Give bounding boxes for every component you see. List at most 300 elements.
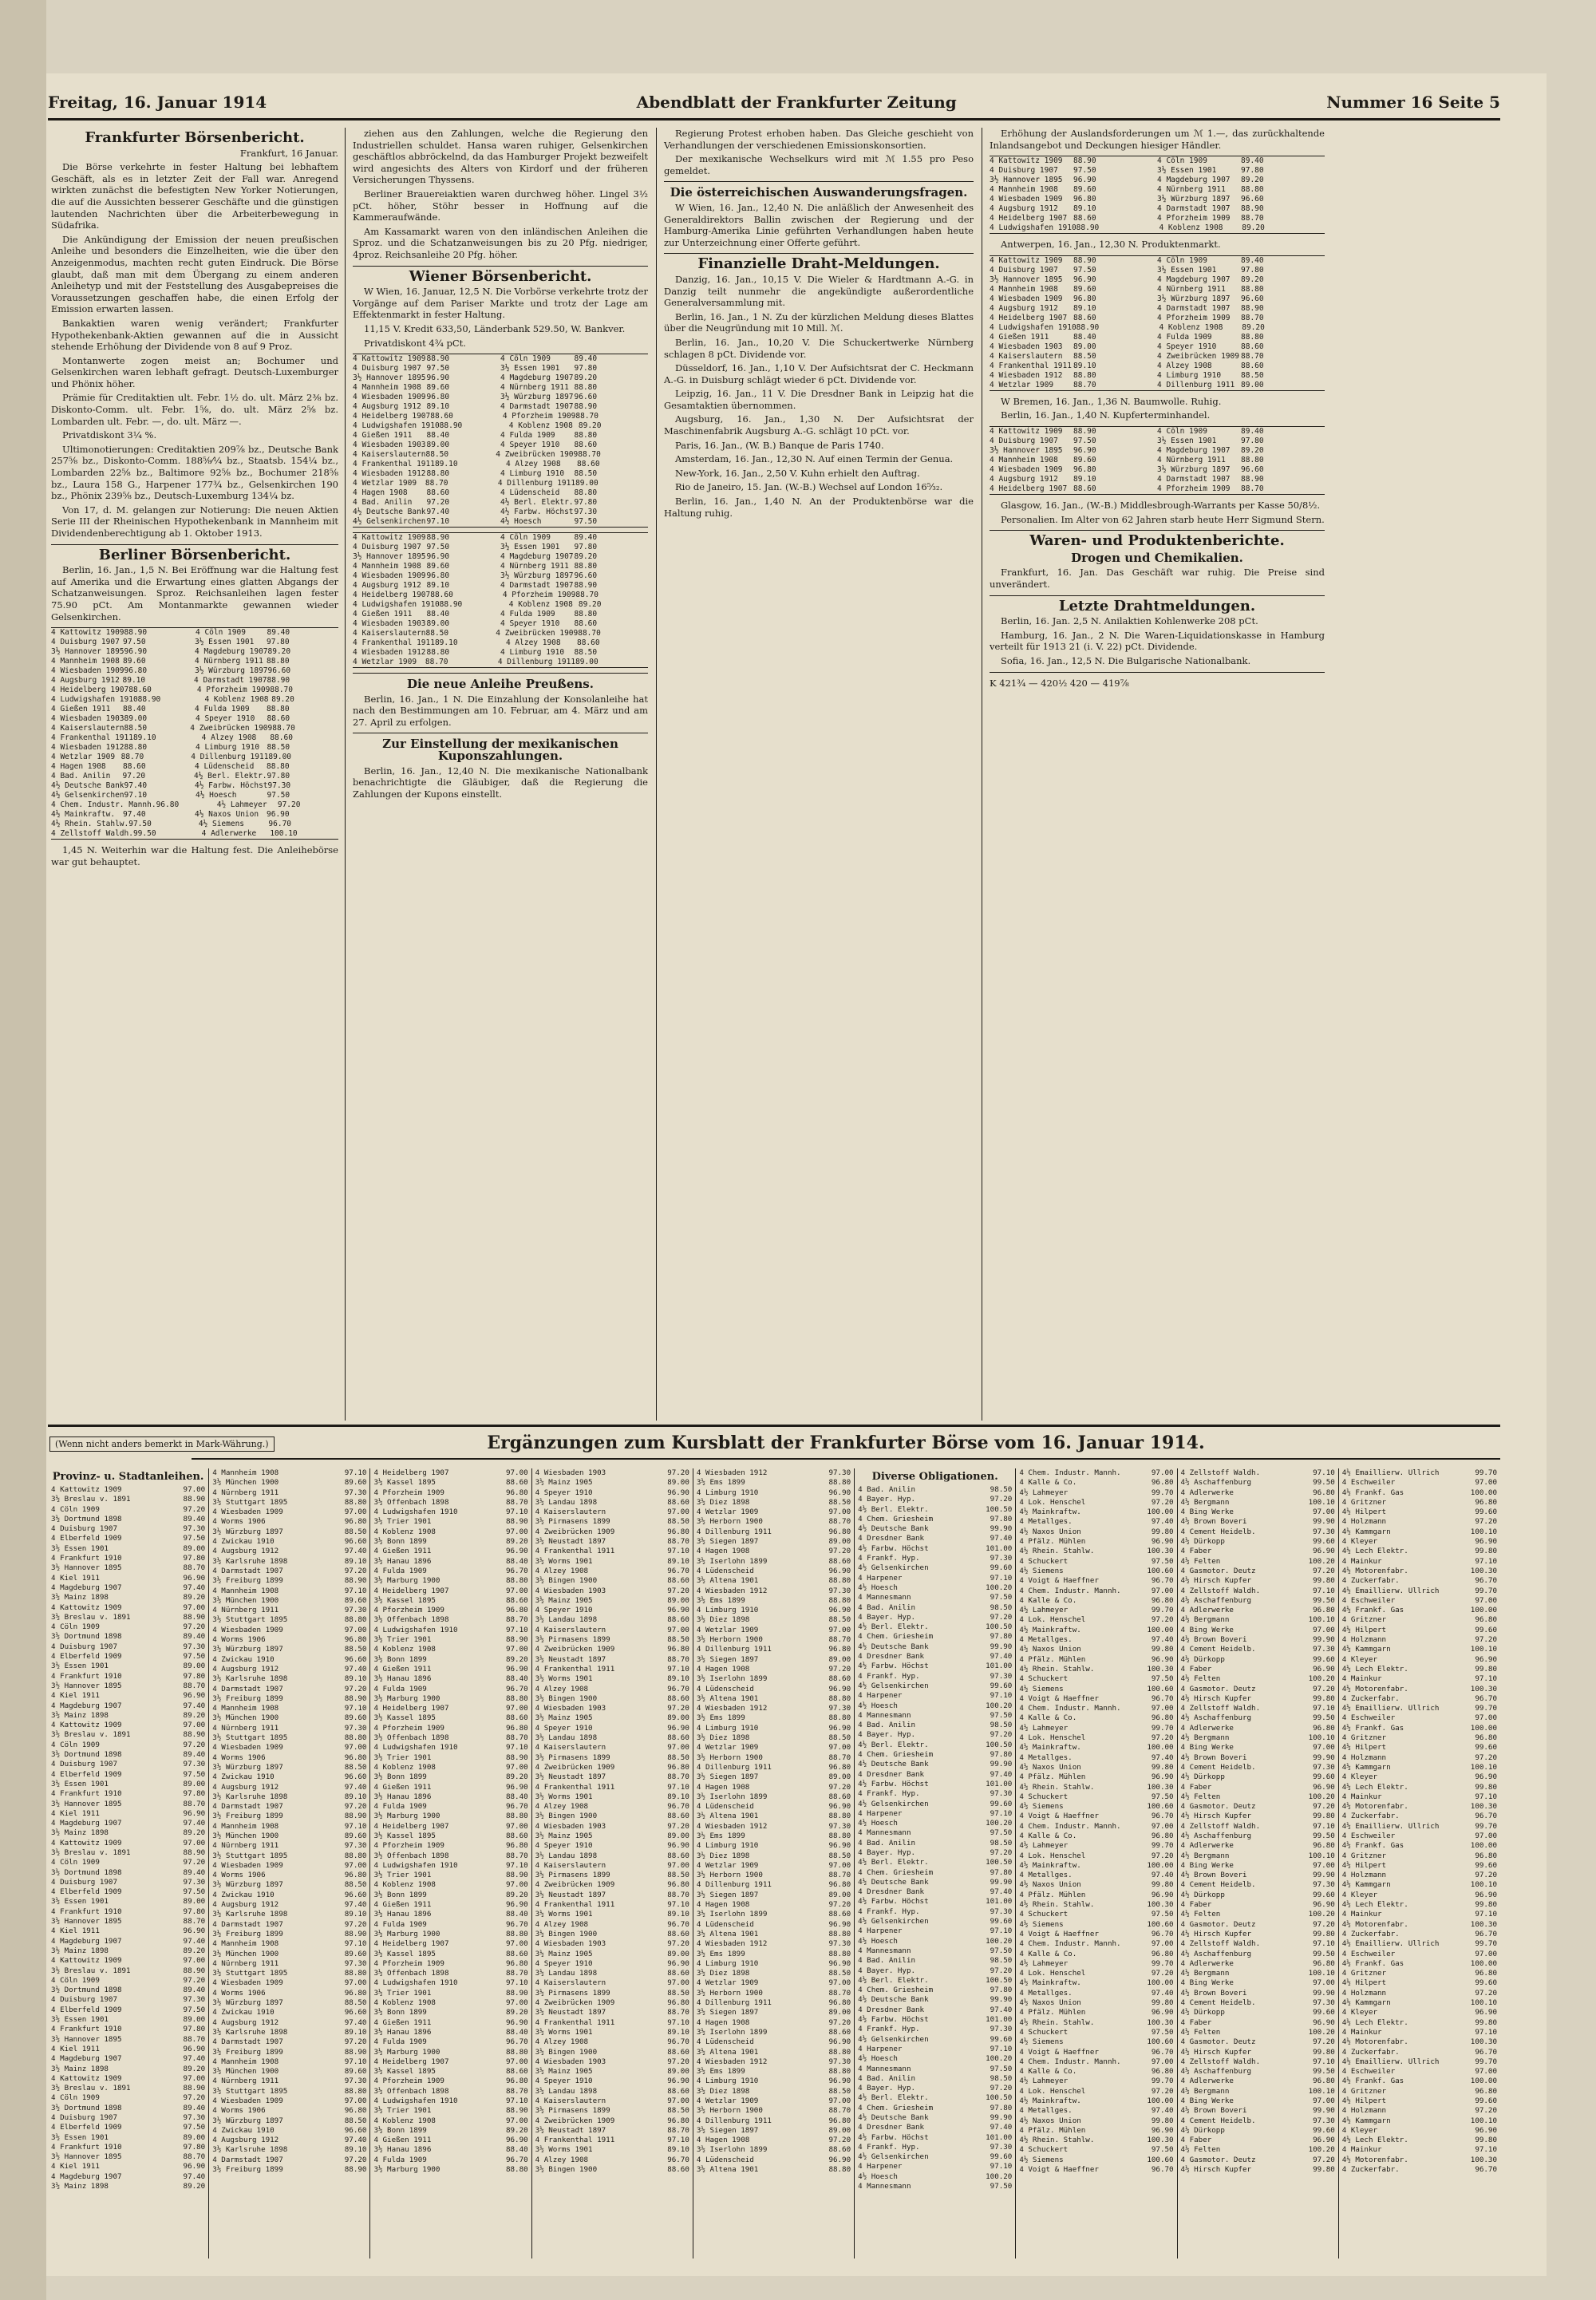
quote-row <box>212 1851 366 1861</box>
article-title: Zur Einstellung der mexikanischen Kuponszahlungen. <box>382 737 618 764</box>
quote-row <box>1342 1743 1497 1753</box>
quote-row <box>1181 1488 1335 1498</box>
quote-row <box>858 2025 1012 2034</box>
quote-row <box>373 1488 527 1498</box>
security-name: 4 Wiesbaden 1912 <box>696 2057 768 2066</box>
table-cell: 88.70 <box>272 724 295 733</box>
security-name: 3½ Bonn 1899 <box>373 2125 427 2135</box>
quote-value: 100.30 <box>1470 1566 1497 1575</box>
table-cell: 96.90 <box>1073 445 1096 455</box>
quote-value: 97.30 <box>828 1704 851 1713</box>
quote-value: 88.90 <box>344 1929 367 1938</box>
security-name: 4 Ludwigshafen 1910 <box>373 1743 458 1753</box>
quote-value: 100.20 <box>1308 2145 1335 2155</box>
quote-value: 96.80 <box>1475 1969 1497 1978</box>
quote-value: 97.30 <box>1313 1527 1335 1536</box>
quote-row <box>373 2008 527 2017</box>
security-name: 4 Holzmann <box>1341 1988 1387 1998</box>
table-cell: 3½ Würzburg 1897 <box>500 571 574 581</box>
security-name: 3½ Freiburg 1899 <box>212 1812 283 1821</box>
paragraph: W Bremen, 16. Jan., 1,36 N. Baumwolle. Ruhig. <box>1001 395 1222 407</box>
table-cell: 89.00 <box>1241 380 1264 389</box>
quote-value: 88.50 <box>667 1988 689 1998</box>
quote-value: 88.60 <box>667 1812 689 1821</box>
quote-value: 88.70 <box>183 2034 206 2044</box>
security-name: 4 Heidelberg 1907 <box>373 1468 449 1477</box>
quote-value: 89.10 <box>667 1556 689 1566</box>
security-name: 3½ Bingen 1900 <box>535 1693 598 1703</box>
quote-row <box>51 1937 205 1946</box>
table-cell: 88.90 <box>1073 426 1096 436</box>
quote-value: 96.90 <box>828 1566 851 1575</box>
quote-row <box>1181 2156 1335 2165</box>
table-cell: 4 Darmstadt 1907 <box>1157 474 1231 484</box>
quote-value: 89.10 <box>667 2027 689 2037</box>
quote-value: 89.40 <box>183 1514 206 1523</box>
quote-value: 97.10 <box>667 1547 689 1556</box>
quote-value: 88.80 <box>828 1595 851 1605</box>
security-name: 4½ Brown Boveri <box>1180 2106 1247 2116</box>
quote-row <box>1342 2096 1497 2106</box>
security-name: 3½ Offenbach 1898 <box>373 1851 449 1860</box>
security-name: 4 Ludwigshafen 1910 <box>373 2096 458 2105</box>
quote-value: 88.50 <box>828 1497 851 1507</box>
table-cell: 88.60 <box>426 488 450 498</box>
article-title: Die neue Anleihe Preußens. <box>407 677 594 692</box>
table-cell: 96.70 <box>268 820 292 829</box>
divider <box>990 595 1325 596</box>
quote-row <box>1019 1576 1173 1586</box>
quote-row <box>373 1841 527 1851</box>
quote-row <box>212 1537 366 1547</box>
security-name: 3½ Landau 1898 <box>535 1733 598 1743</box>
quote-row <box>697 1488 851 1498</box>
quote-row <box>535 2126 689 2136</box>
table-cell: 88.90 <box>267 676 290 686</box>
security-name: 3½ Dortmund 1898 <box>51 1632 122 1642</box>
quote-row <box>697 1733 851 1743</box>
table-cell: 97.80 <box>1241 265 1264 275</box>
quote-row <box>697 1910 851 1919</box>
paragraph: 1,45 N. Weiterhin war die Haltung fest. Die Anleihebörse war gut behauptet. <box>51 844 338 867</box>
table-cell: 4 Nürnberg 1911 <box>195 657 263 666</box>
table-cell: 96.80 <box>426 571 450 581</box>
quote-value: 96.70 <box>505 1802 528 1812</box>
security-name: 4½ Naxos Union <box>1019 1527 1081 1536</box>
security-name: 4 Bad. Anilin <box>858 1602 916 1612</box>
security-name: 3½ Altena 1901 <box>696 1929 759 1938</box>
quote-value: 88.80 <box>505 1812 528 1821</box>
quote-value: 97.00 <box>1313 2096 1335 2105</box>
quote-row <box>212 2116 366 2126</box>
grain-table <box>990 156 1325 234</box>
table-cell: 3½ Hannover 1895 <box>990 275 1063 284</box>
table-cell: 89.20 <box>1241 176 1264 185</box>
security-name: 3½ Ems 1899 <box>696 1831 745 1840</box>
security-name: 4 Dresdner Bank <box>858 2123 925 2132</box>
quote-value: 97.00 <box>667 1978 689 1988</box>
quote-row <box>697 1861 851 1871</box>
security-name: 4½ Rhein. Stahlw. <box>1019 2136 1095 2145</box>
table-cell: 97.80 <box>574 543 598 552</box>
quote-value: 88.90 <box>344 1812 367 1821</box>
security-name: 3½ Altena 1901 <box>696 1576 759 1586</box>
security-name: 4 Magdeburg 1907 <box>51 1701 122 1710</box>
quote-value: 89.00 <box>828 2008 851 2017</box>
table-cell: 4½ Berl. Elektr. <box>194 772 267 781</box>
quote-value: 96.90 <box>183 2162 206 2172</box>
quote-row <box>1342 1812 1497 1821</box>
table-cell: 4 Alzey 1908 <box>201 733 257 743</box>
quote-row <box>373 1978 527 1988</box>
security-name: 3½ Würzburg 1897 <box>212 1645 283 1654</box>
security-name: 4½ Aschaffenburg <box>1180 1831 1252 1840</box>
quote-value: 96.80 <box>1151 1595 1174 1605</box>
quote-row <box>212 2106 366 2116</box>
quote-row <box>535 1763 689 1772</box>
security-name: 4 Speyer 1910 <box>535 1723 593 1733</box>
quote-value: 97.10 <box>1475 2145 1497 2155</box>
security-name: 4 Kaiserslautern <box>535 1978 606 1988</box>
quote-row <box>858 1741 1012 1750</box>
security-name: 4 Nürnberg 1911 <box>212 1958 279 1968</box>
quote-row <box>212 1832 366 1841</box>
table-cell: 4 Wiesbaden 1909 <box>990 294 1063 303</box>
quote-value: 89.00 <box>667 1831 689 1840</box>
table-row <box>51 820 338 829</box>
quote-row <box>535 1645 689 1654</box>
table-cell: 4 Alzey 1908 <box>505 460 561 469</box>
table-cell: 88.80 <box>1241 455 1264 464</box>
quote-value: 89.00 <box>183 1897 206 1907</box>
security-name: 4½ Felten <box>1180 1556 1221 1566</box>
quote-value: 96.90 <box>1475 2008 1497 2017</box>
security-name: 4½ Rhein. Stahlw. <box>1019 1782 1095 1792</box>
quote-row <box>212 1567 366 1576</box>
security-name: 4 Frankf. Hyp. <box>858 1671 920 1681</box>
quote-row <box>697 1567 851 1576</box>
quote-row <box>212 1910 366 1919</box>
quote-value: 99.90 <box>1313 1635 1335 1645</box>
table-row <box>990 427 1325 437</box>
security-name: 4 Duisburg 1907 <box>51 2113 117 2122</box>
quote-row <box>697 1969 851 1978</box>
quote-value: 97.20 <box>1475 1635 1497 1645</box>
quote-value: 97.80 <box>990 1750 1013 1760</box>
quote-value: 100.20 <box>986 1701 1013 1710</box>
table-cell: 4½ Gelsenkirchen <box>353 517 426 527</box>
paragraph: Montanwerte zogen meist an; Bochumer und Gelsenkirchen waren lebhaft gefragt. Deutsch-Luxemburger und Phönix höher. <box>51 354 338 389</box>
security-name: 4 Speyer 1910 <box>535 1606 593 1615</box>
table-row <box>353 431 648 441</box>
security-name: 4½ Naxos Union <box>1019 1880 1081 1890</box>
quote-value: 100.50 <box>986 1504 1013 1514</box>
quote-value: 100.10 <box>1308 1851 1335 1860</box>
quote-value: 96.80 <box>344 1635 367 1645</box>
table-cell: 4 Fulda 1909 <box>1157 332 1212 342</box>
security-name: 3½ Herborn 1900 <box>696 1988 763 1998</box>
security-name: 4 Lok. Henschel <box>1019 1969 1086 1978</box>
column-2 <box>353 128 648 1421</box>
quote-value: 97.10 <box>505 1978 528 1988</box>
security-name: 4½ Motorenfabr. <box>1341 1919 1408 1929</box>
quote-value: 97.10 <box>990 1573 1013 1583</box>
quote-row <box>51 1868 205 1878</box>
security-name: 4 Metallges. <box>1019 1635 1073 1645</box>
table-cell: 3½ Würzburg 1897 <box>500 393 574 402</box>
security-name: 4 Cement Heidelb. <box>1180 1527 1256 1536</box>
security-name: 4 Wiesbaden 1909 <box>212 2096 283 2105</box>
table-cell: 97.10 <box>426 517 450 527</box>
quote-value: 88.70 <box>828 1871 851 1880</box>
quote-row <box>1019 1880 1173 1890</box>
quote-value: 99.50 <box>1313 1595 1335 1605</box>
column-divider <box>345 128 346 1421</box>
security-name: 3½ Worms 1901 <box>535 2145 593 2155</box>
quote-row <box>858 1721 1012 1730</box>
security-name: 4½ Lech Elektr. <box>1341 1900 1408 1910</box>
quote-row <box>51 2045 205 2054</box>
table-row <box>51 772 338 781</box>
quote-value: 97.20 <box>1313 2155 1335 2164</box>
security-name: 4 Elberfeld 1909 <box>51 1534 122 1543</box>
quote-row <box>858 2104 1012 2113</box>
quote-value: 96.90 <box>505 2017 528 2027</box>
security-name: 3½ Essen 1901 <box>51 2015 109 2025</box>
quote-value: 88.90 <box>505 2106 528 2116</box>
table-row <box>353 412 648 421</box>
security-name: 4 Nürnberg 1911 <box>212 2077 279 2086</box>
quote-row <box>535 2067 689 2077</box>
security-name: 4 Speyer 1910 <box>535 2077 593 2086</box>
quote-value: 88.60 <box>828 2027 851 2037</box>
quote-value: 88.80 <box>828 2067 851 2077</box>
quote-value: 97.50 <box>183 1887 206 1897</box>
table-row <box>51 800 338 810</box>
security-name: 4 Chem. Industr. Mannh. <box>1019 1821 1121 1831</box>
security-name: 4 Chem. Griesheim <box>858 1750 934 1760</box>
quote-value: 96.80 <box>344 1988 367 1998</box>
table-cell: 97.80 <box>574 364 598 373</box>
quote-value: 97.20 <box>1151 1615 1174 1625</box>
quote-row <box>1342 1685 1497 1694</box>
quote-value: 89.20 <box>183 1593 206 1602</box>
quote-row <box>51 2065 205 2074</box>
quote-row <box>858 1868 1012 1878</box>
security-name: 3½ Marburg 1900 <box>373 2165 440 2175</box>
table-row <box>990 266 1325 275</box>
quote-row <box>697 1802 851 1812</box>
quote-value: 99.70 <box>1151 2077 1174 2086</box>
table-cell: 97.80 <box>267 772 290 781</box>
security-name: 4 Wiesbaden 1912 <box>696 1704 768 1713</box>
security-name: 4 Heidelberg 1907 <box>373 1939 449 1949</box>
quote-row <box>697 1792 851 1802</box>
quote-row <box>1342 1547 1497 1556</box>
quote-row <box>212 1713 366 1723</box>
security-name: 3½ Mainz 1905 <box>535 1478 593 1488</box>
security-name: 4½ Emaillierw. Ullrich <box>1341 1468 1440 1477</box>
security-name: 4½ Brown Boveri <box>1180 1517 1247 1527</box>
quote-value: 99.80 <box>1151 1645 1174 1654</box>
quote-row <box>1342 1871 1497 1880</box>
security-name: 4 Frankenthal 1911 <box>535 2017 615 2027</box>
table-cell: 88.80 <box>124 743 148 753</box>
quote-value: 97.20 <box>828 1664 851 1674</box>
quote-row <box>697 1891 851 1900</box>
quote-row <box>697 1724 851 1733</box>
security-name: 3½ Dortmund 1898 <box>51 1750 122 1760</box>
security-name: 4 Wiesbaden 1903 <box>535 1704 606 1713</box>
security-name: 4½ Hirsch Kupfer <box>1180 2047 1252 2057</box>
quote-value: 100.10 <box>1470 1762 1497 1772</box>
security-name: 4 Magdeburg 1907 <box>51 2054 122 2064</box>
security-name: 4 Gießen 1911 <box>373 1547 432 1556</box>
paragraph: Amsterdam, 16. Jan., 12,30 N. Auf einen Termin der Genua. <box>675 453 954 465</box>
quote-value: 97.00 <box>1475 2067 1497 2077</box>
security-name: 3½ Würzburg 1897 <box>212 1762 283 1772</box>
table-row <box>51 762 338 772</box>
quote-row <box>212 1871 366 1880</box>
table-cell: 88.90 <box>574 402 598 412</box>
quote-value: 89.10 <box>344 1792 367 1801</box>
security-name: 3½ Neustadt 1897 <box>535 1654 606 1664</box>
security-name: 3½ Neustadt 1897 <box>535 1537 606 1547</box>
quote-value: 97.40 <box>344 1547 367 1556</box>
security-name: 4½ Mainkraftw. <box>1019 1978 1081 1988</box>
quote-value: 98.50 <box>990 2073 1013 2083</box>
table-cell: 4 Speyer 1910 <box>196 714 255 724</box>
quote-value: 97.00 <box>1151 2057 1174 2066</box>
security-name: 3½ Dortmund 1898 <box>51 2103 122 2112</box>
table-cell: 4 Heidelberg 1907 <box>353 591 431 600</box>
quote-row <box>51 2093 205 2103</box>
quote-row <box>51 2113 205 2123</box>
quote-value: 97.30 <box>183 1524 206 1534</box>
security-name: 4 Koblenz 1908 <box>373 1527 436 1536</box>
security-name: 4 Mannheim 1908 <box>212 1939 279 1949</box>
security-name: 4 Cöln 1909 <box>51 1975 100 1985</box>
table-cell: 4 Kattowitz 1909 <box>353 354 426 364</box>
table-cell: 88.60 <box>576 460 600 469</box>
security-name: 4 Bayer. Hyp. <box>858 1966 916 1975</box>
quote-row <box>858 1750 1012 1760</box>
security-name: 4 Harpener <box>858 1927 903 1936</box>
quote-row <box>1342 1704 1497 1713</box>
quote-value: 88.50 <box>828 1969 851 1978</box>
quote-value: 97.10 <box>344 1704 367 1713</box>
security-name: 3½ Herborn 1900 <box>696 2106 763 2116</box>
quote-row <box>697 1596 851 1606</box>
quote-value: 97.20 <box>667 1939 689 1949</box>
quote-value: 97.80 <box>990 2103 1013 2112</box>
quote-value: 96.70 <box>1475 2047 1497 2057</box>
security-name: 3½ Breslau v. 1891 <box>51 1966 131 1975</box>
quote-value: 88.90 <box>344 1693 367 1703</box>
quote-row <box>373 1910 527 1919</box>
quote-value: 100.20 <box>1308 1674 1335 1684</box>
quote-row <box>1342 1713 1497 1723</box>
quote-row <box>212 1812 366 1821</box>
quote-value: 100.20 <box>1308 1556 1335 1566</box>
quote-value: 88.40 <box>505 2145 528 2155</box>
table-cell: 4 Ludwigshafen 1910 <box>51 695 138 705</box>
security-name: 3½ Landau 1898 <box>535 1497 598 1507</box>
quote-value: 97.00 <box>505 1704 528 1713</box>
quote-row <box>373 1763 527 1772</box>
quote-value: 88.90 <box>183 1495 206 1504</box>
quote-row <box>212 2165 366 2175</box>
security-name: 4 Kaiserslautern <box>535 1860 606 1870</box>
security-name: 4 Gritzner <box>1341 1851 1387 1860</box>
table-row <box>51 628 338 638</box>
security-name: 4 Gritzner <box>1341 2086 1387 2096</box>
quote-row <box>212 1959 366 1969</box>
quote-value: 88.50 <box>667 1871 689 1880</box>
quote-value: 96.90 <box>667 1488 689 1497</box>
column-3 <box>664 128 974 1421</box>
security-name: 3½ München 1900 <box>212 2067 279 2077</box>
quote-value: 99.90 <box>990 2113 1013 2122</box>
quote-value: 89.10 <box>344 2145 367 2155</box>
quote-value: 88.80 <box>344 2086 367 2096</box>
table-cell: 88.70 <box>575 591 598 600</box>
quote-value: 99.50 <box>1313 1949 1335 1958</box>
security-name: 4 Kiel 1911 <box>51 1573 100 1583</box>
quote-value: 97.00 <box>505 1821 528 1831</box>
security-name: 4 Augsburg 1912 <box>212 1547 279 1556</box>
security-name: 4½ Aschaffenburg <box>1180 1949 1252 1958</box>
security-name: 4½ Berl. Elektr. <box>858 1504 929 1514</box>
quote-value: 100.00 <box>1470 1606 1497 1615</box>
quote-value: 99.80 <box>1313 1576 1335 1586</box>
quote-row <box>373 2106 527 2116</box>
quote-row <box>535 1841 689 1851</box>
security-name: 4 Zellstoff Waldh. <box>1180 1704 1261 1713</box>
quote-value: 89.10 <box>344 1910 367 1919</box>
quote-value: 97.00 <box>828 1508 851 1517</box>
table-cell: 4 Kattowitz 1909 <box>990 255 1063 265</box>
quote-value: 96.90 <box>1151 1772 1174 1782</box>
quote-row <box>858 1485 1012 1495</box>
quote-value: 88.60 <box>667 1693 689 1703</box>
quote-value: 96.90 <box>1475 1890 1497 1899</box>
quote-value: 97.30 <box>183 1877 206 1887</box>
table-cell: 4 Fulda 1909 <box>500 610 555 619</box>
security-name: 4 Worms 1906 <box>212 2106 266 2116</box>
quote-row <box>1342 2087 1497 2096</box>
quote-row <box>373 2136 527 2145</box>
table-cell: 89.10 <box>1073 474 1096 484</box>
table-row <box>990 484 1325 494</box>
quote-value: 96.90 <box>505 1547 528 1556</box>
quote-row <box>697 1772 851 1782</box>
quote-row <box>1342 2136 1497 2145</box>
quote-row <box>1342 2106 1497 2116</box>
quote-row <box>1342 1998 1497 2008</box>
quote-value: 88.60 <box>505 1478 528 1488</box>
quote-row <box>1181 1998 1335 2008</box>
quote-value: 99.80 <box>1313 1812 1335 1821</box>
table-cell: 89.10 <box>1073 361 1096 370</box>
table-cell: 4 Cöln 1909 <box>1157 426 1207 436</box>
table-cell: 4 Darmstadt 1907 <box>194 676 267 686</box>
quote-value: 88.80 <box>828 2047 851 2057</box>
quote-row <box>51 1927 205 1936</box>
table-row <box>51 705 338 714</box>
quote-value: 97.40 <box>1151 1517 1174 1527</box>
security-name: 4½ Gelsenkirchen <box>858 1681 929 1690</box>
